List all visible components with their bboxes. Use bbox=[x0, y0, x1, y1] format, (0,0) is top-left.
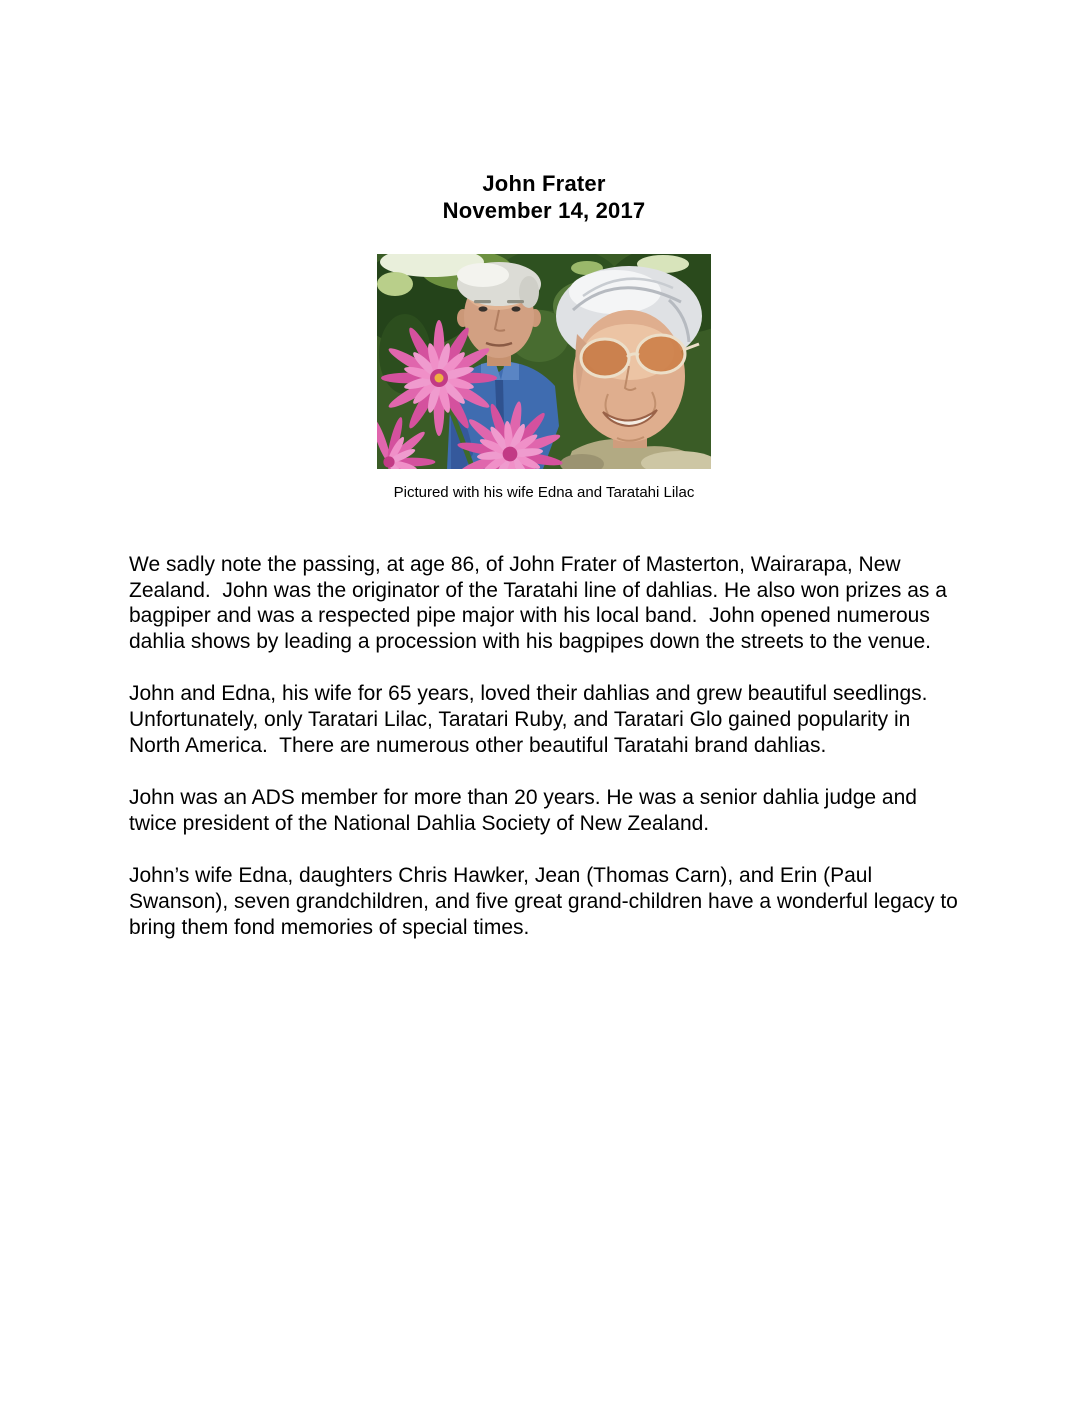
paragraph-3: John was an ADS member for more than 20 years. He was a senior dahlia judge and twice president of the National Dahlia Society of New Zealand. bbox=[129, 786, 923, 835]
title-block bbox=[0, 170, 1088, 224]
photo-caption: Pictured with his wife Edna and Taratahi Lilac bbox=[393, 484, 695, 501]
document-title: John Frater bbox=[482, 171, 606, 196]
paragraph-4: John’s wife Edna, daughters Chris Hawker, Jean (Thomas Carn), and Erin (Paul Swanson), seven grandchildren, and five great grand-children have a wonderful legacy to bring them fond memories of special times. bbox=[129, 864, 964, 939]
couple-with-dahlias-photo bbox=[377, 254, 711, 469]
couple-photo-figure bbox=[377, 254, 711, 502]
body-text bbox=[129, 552, 965, 940]
paragraph-1: We sadly note the passing, at age 86, of John Frater of Masterton, Wairarapa, New Zealand. John was the originator of the Taratahi line of dahlias. He also won prizes as a bagpiper and was a respected pipe major with his local band. John opened numerous dahlia shows by leading a procession with his bagpipes down the streets to the venue. bbox=[129, 553, 953, 653]
paragraph-2: John and Edna, his wife for 65 years, loved their dahlias and grew beautiful seedlings. Unfortunately, only Taratari Lilac, Taratari Ruby, and Taratari Glo gained popularity in North America. There are numerous other beautiful Taratahi brand dahlias. bbox=[129, 682, 934, 757]
document-date: November 14, 2017 bbox=[442, 198, 646, 223]
